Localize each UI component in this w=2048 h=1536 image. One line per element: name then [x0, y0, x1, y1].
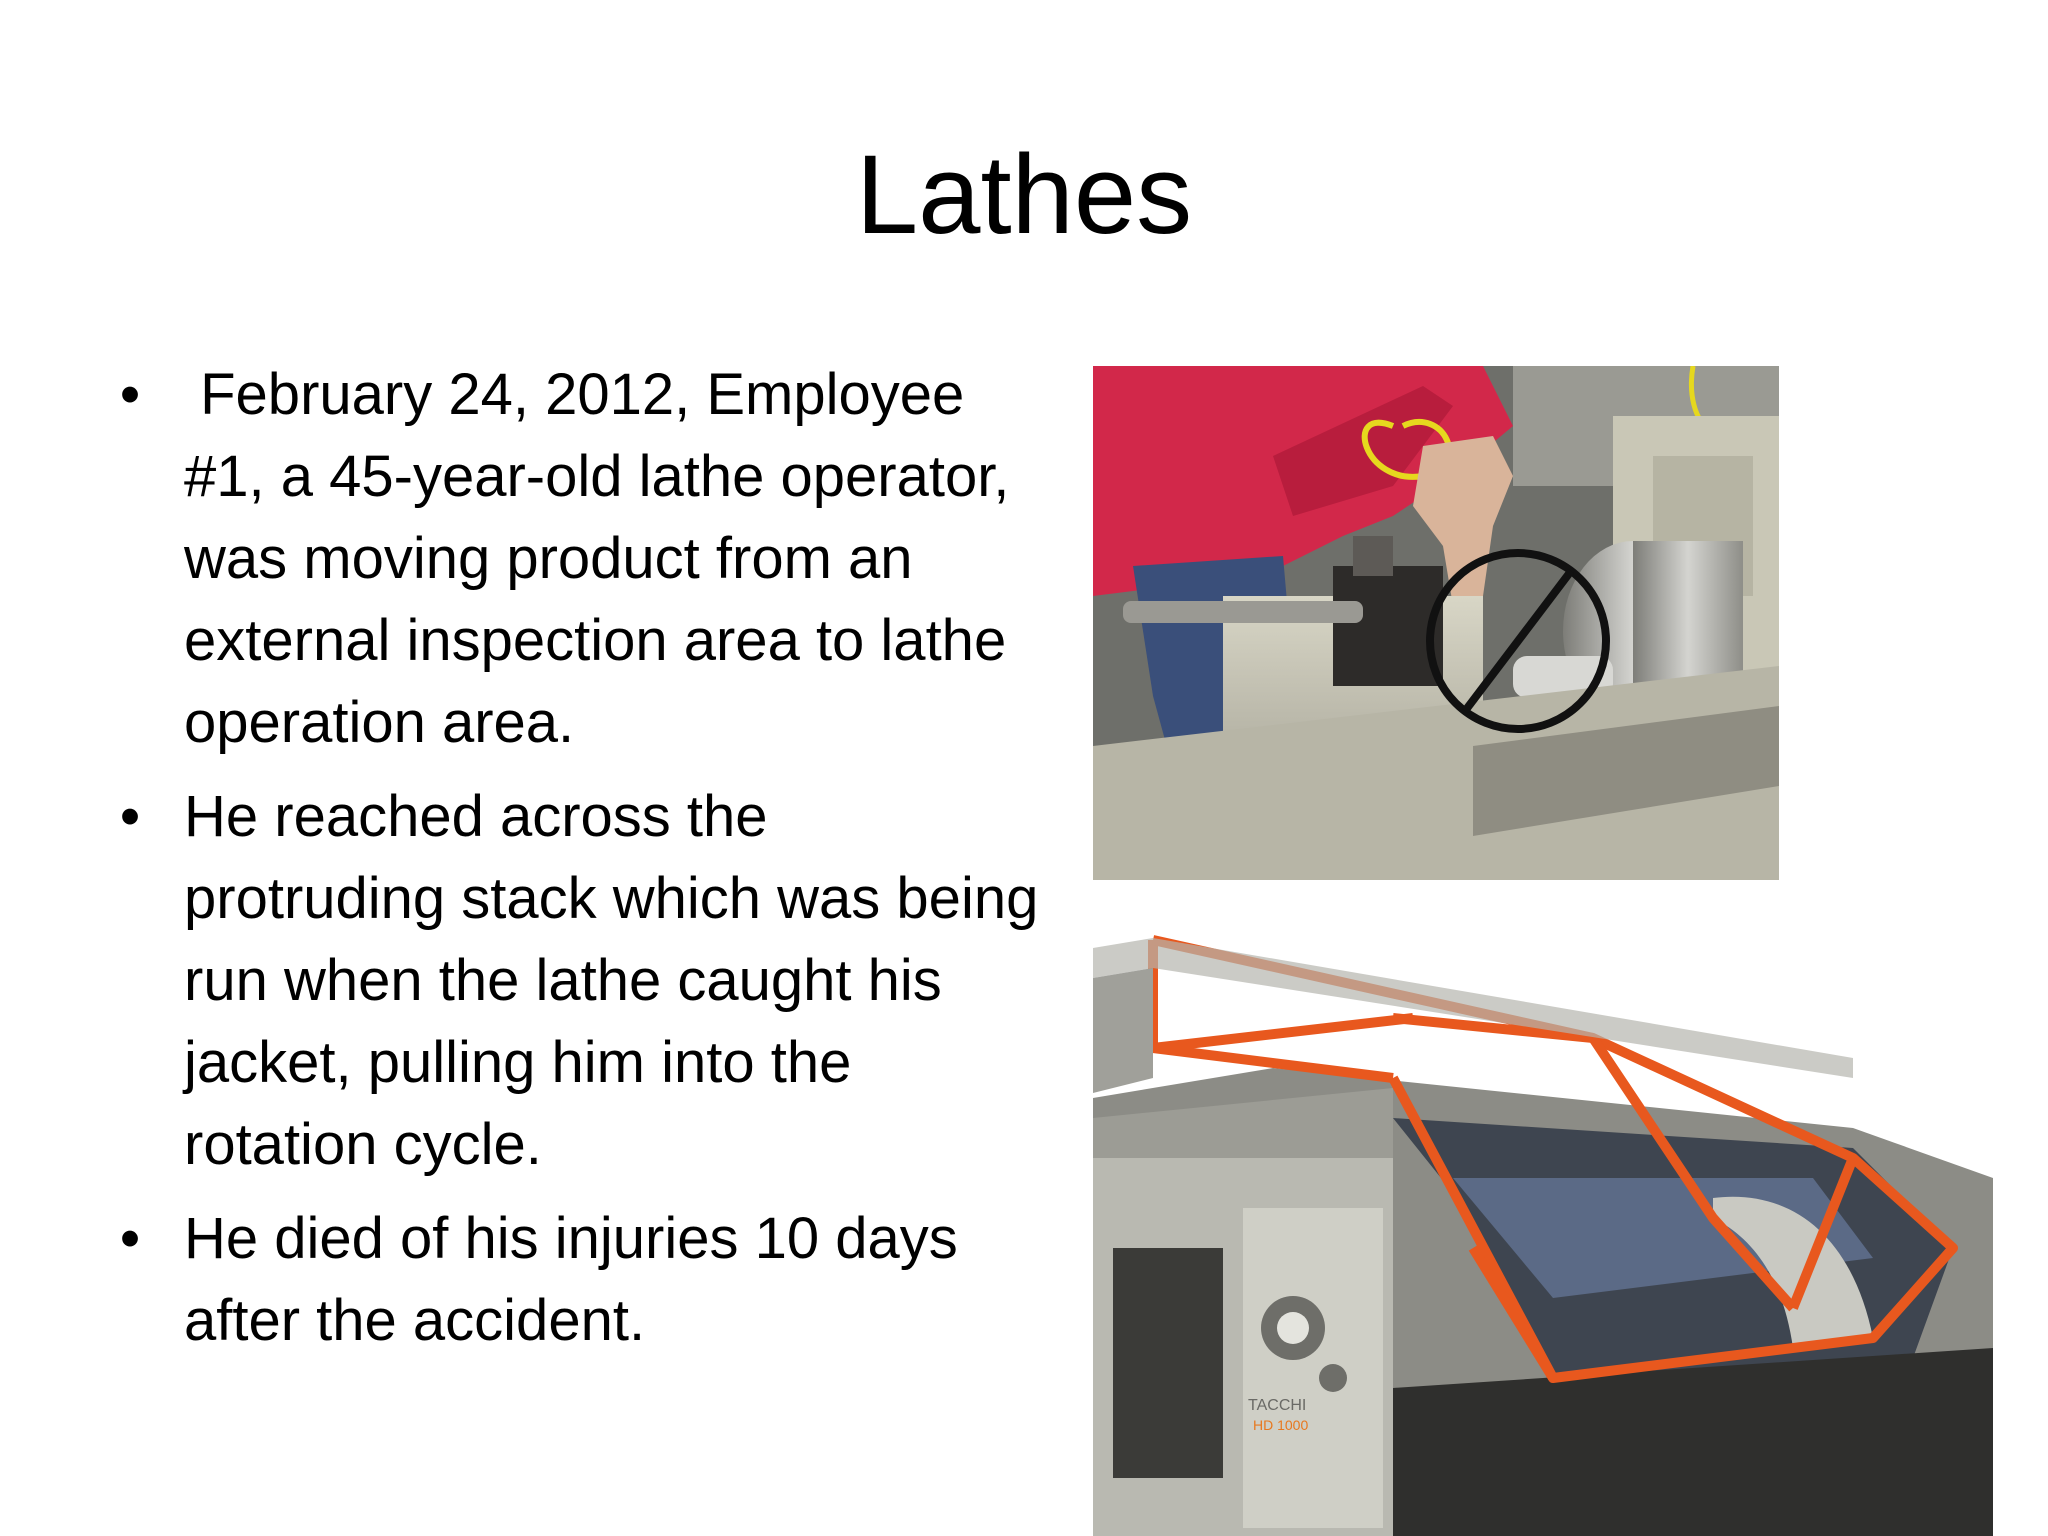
slide-title: Lathes: [855, 132, 1193, 257]
lathe-operator-illustration: [1093, 366, 1779, 880]
bullet-dot-icon: •: [119, 1206, 141, 1271]
bullet-dot-icon: •: [119, 784, 141, 849]
machine-brand-label: TACCHI: [1248, 1397, 1307, 1414]
bullet-item: [110, 776, 1040, 1186]
bullet-text: He died of his injuries 10 days after the accident.: [184, 1206, 958, 1353]
bullet-text: February 24, 2012, Employee #1, a 45-year-old lathe operator, was moving product from an external inspection area to lathe operation area.: [184, 362, 1026, 755]
lathe-guard-photo: [1093, 918, 1993, 1536]
lathe-operator-photo: [1093, 366, 1779, 880]
bullet-item: [110, 354, 1040, 764]
bullet-item: [110, 1198, 1040, 1362]
bullet-dot-icon: •: [119, 362, 141, 427]
lathe-guard-illustration: [1093, 918, 1993, 1536]
machine-model-label: HD 1000: [1253, 1417, 1309, 1433]
bullet-list: [110, 354, 1040, 1374]
bullet-text: He reached across the protruding stack which was being run when the lathe caught his jacket, pulling him into the rotation cycle.: [184, 784, 1039, 1177]
